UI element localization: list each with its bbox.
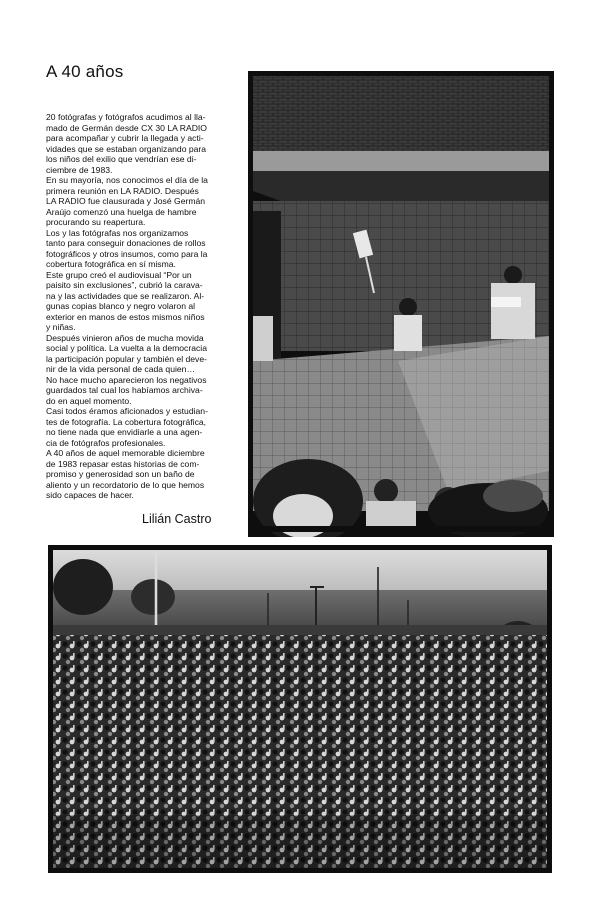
photo-crowd-seafront-icon — [48, 545, 552, 873]
page-title: A 40 años — [46, 62, 124, 81]
paragraph-2: En su mayoría, nos conocimos el día de la primera reunión en LA RADIO. Después LA RADIO fue clausurada y José Germán Araújo comenzó una huelga de hambre procurando su reapertura. — [46, 175, 208, 227]
author-signature: Lilián Castro — [142, 512, 212, 526]
paragraph-7: Casi todos éramos aficionados y estudian- tes de fotografía. La cobertura fotográfica, no tiene nada que envidiarle a una agen- cia de fotógrafos profesionales. — [46, 406, 208, 448]
photo-crowd — [48, 545, 552, 873]
article-body — [46, 112, 216, 501]
paragraph-5: Después vinieron años de mucha movida social y política. La vuelta a la democracia la participación popular y también el deve- nir de la vida personal de cada quien… — [46, 332, 207, 374]
photo-balcony — [248, 71, 554, 537]
paragraph-3: Los y las fotógrafas nos organizamos tanto para conseguir donaciones de rollos fotográficos y otros insumos, como para la cobertura fotográfica en sí misma. — [46, 227, 208, 269]
paragraph-6: No hace mucho aparecieron los negativos guardados tal cual los habíamos archiva- do en aquel momento. — [46, 374, 207, 406]
paragraph-1: 20 fotógrafas y fotógrafos acudimos al lla- mado de Germán desde CX 30 LA RADIO para acompañar y cubrir la llegada y acti- vidades que se estaban organizando para los niños del exilio que vendrían ese di- ciembre de 1983. — [46, 112, 207, 175]
paragraph-4: Este grupo creó el audiovisual “Por un paisito sin exclusiones”, cubrió la carava- na y las actividades que se realizaron. Al- gunas copias blanco y negro volaron al exterior en manos de estos mismos niños y niñas. — [46, 269, 205, 332]
photo-balcony-flag-icon — [248, 71, 554, 537]
paragraph-8: A 40 años de aquel memorable diciembre de 1983 repasar estas historias de com- promiso y generosidad son un baño de aliento y un recordatorio de lo que hemos sido capaces de hacer. — [46, 448, 205, 500]
